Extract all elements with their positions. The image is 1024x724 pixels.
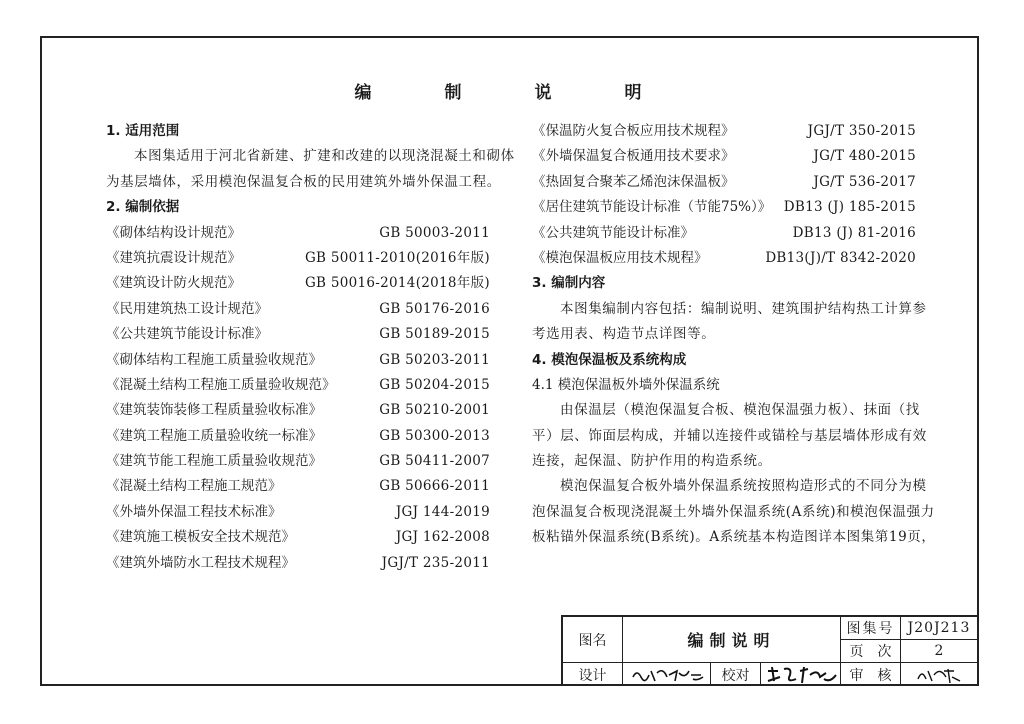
title-block [561, 615, 977, 684]
reference-title: 《居住建筑节能设计标准（节能75%）》 [532, 199, 772, 216]
left-column [106, 119, 515, 576]
reference-code: JGJ/T 235-2011 [381, 554, 490, 571]
reference-title: 《砌体结构设计规范》 [106, 224, 241, 241]
reference-item [106, 373, 490, 398]
reference-title: 《热固复合聚苯乙烯泡沫保温板》 [532, 173, 735, 190]
reference-code: GB 50204-2015 [379, 376, 490, 393]
reference-code: GB 50203-2011 [379, 351, 490, 368]
reference-item [106, 246, 490, 271]
reference-code: JGJ/T 350-2015 [807, 123, 916, 139]
reference-code: DB13(J)/T 8342-2020 [765, 249, 916, 266]
reference-list [532, 119, 916, 271]
reference-title: 《外墙保温复合板通用技术要求》 [532, 148, 735, 165]
reference-item [106, 322, 490, 347]
page-number: 2 [901, 640, 977, 663]
reference-code: GB 50016-2014(2018年版) [304, 275, 490, 292]
section-2-heading: 2. 编制依据 [106, 199, 180, 216]
reference-item [106, 297, 490, 322]
reference-title: 《建筑节能工程施工质量验收规范》 [106, 453, 322, 470]
reference-item [532, 119, 916, 144]
reference-title: 《建筑施工模板安全技术规范》 [106, 529, 295, 546]
reference-title: 《模泡保温板应用技术规程》 [532, 249, 708, 266]
reference-title: 《混凝土结构工程施工规范》 [106, 478, 282, 495]
section-4-1-paragraph-line: 泡保温复合板现浇混凝土外墙外保温系统(A系统)和模泡保温强力 [532, 503, 935, 520]
reference-title: 《公共建筑节能设计标准》 [106, 326, 268, 343]
reference-code: JGJ 144-2019 [395, 503, 490, 520]
page-title: 编 制 说 明 [354, 83, 670, 103]
reference-code: GB 50011-2010(2016年版) [304, 249, 490, 266]
reference-code: GB 50666-2011 [379, 478, 490, 495]
check-label: 校对 [711, 663, 761, 686]
reference-item [106, 474, 490, 499]
reference-code: GB 50189-2015 [379, 326, 490, 343]
reference-item [106, 500, 490, 525]
section-4-1-paragraph-line: 连接，起保温、防护作用的构造系统。 [532, 453, 772, 470]
reference-item [106, 551, 490, 576]
reference-item [106, 221, 490, 246]
reference-title: 《保温防火复合板应用技术规程》 [532, 123, 735, 139]
design-label: 设计 [563, 663, 623, 686]
reference-code: DB13 (J) 185-2015 [783, 199, 916, 216]
section-1-heading: 1. 适用范围 [106, 123, 180, 139]
reference-item [106, 271, 490, 296]
reference-title: 《建筑设计防火规范》 [106, 275, 241, 292]
reference-code: GB 50210-2001 [379, 402, 490, 419]
checker-signature [761, 663, 841, 686]
section-4-1-heading: 4.1 模泡保温板外墙外保温系统 [532, 376, 720, 393]
atlas-number: J20J213 [901, 617, 977, 640]
section-3-paragraph-line: 本图集编制内容包括：编制说明、建筑围护结构热工计算参 [560, 300, 927, 317]
designer-signature [623, 663, 711, 686]
reference-code: JGJ 162-2008 [395, 529, 490, 546]
section-4-1-paragraph-line: 由保温层（模泡保温复合板、模泡保温强力板）、抹面（找 [560, 402, 920, 419]
section-4-heading: 4. 模泡保温板及系统构成 [532, 351, 687, 368]
reference-title: 《外墙外保温工程技术标准》 [106, 503, 282, 520]
reference-item [532, 195, 916, 220]
reference-title: 《建筑工程施工质量验收统一标准》 [106, 427, 322, 444]
reference-title: 《建筑装饰装修工程质量验收标准》 [106, 402, 322, 419]
reference-title: 《民用建筑热工设计规范》 [106, 300, 268, 317]
review-label: 审 核 [841, 663, 901, 686]
drawing-name: 编制说明 [623, 617, 841, 663]
right-column [532, 119, 936, 551]
reference-item [106, 424, 490, 449]
reference-title: 《砌体结构工程施工质量验收规范》 [106, 351, 322, 368]
reference-code: GB 50176-2016 [379, 300, 490, 317]
reference-code: GB 50003-2011 [379, 224, 490, 241]
page-label: 页 次 [841, 640, 901, 663]
reference-item [532, 170, 916, 195]
reference-title: 《建筑抗震设计规范》 [106, 249, 241, 266]
section-4-1-paragraph-line: 板粘锚外保温系统(B系统)。A系统基本构造图详本图集第19页， [532, 529, 936, 546]
reference-item [532, 221, 916, 246]
reference-code: GB 50300-2013 [379, 427, 490, 444]
reference-code: JG/T 536-2017 [813, 173, 916, 190]
section-4-1-paragraph-line: 模泡保温复合板外墙外保温系统按照构造形式的不同分为模 [560, 478, 927, 495]
reference-code: JG/T 480-2015 [813, 148, 916, 165]
reference-code: GB 50411-2007 [379, 453, 490, 470]
atlas-number-label: 图集号 [841, 617, 901, 640]
reference-item [532, 144, 916, 169]
reference-title: 《公共建筑节能设计标准》 [532, 224, 694, 241]
reference-item [106, 525, 490, 550]
reference-list [106, 221, 490, 576]
reference-item [106, 348, 490, 373]
section-4-1-paragraph-line: 平）层、饰面层构成，并辅以连接件或锚栓与基层墙体形成有效 [532, 427, 927, 444]
section-1-paragraph-line: 为基层墙体，采用模泡保温复合板的民用建筑外墙外保温工程。 [106, 173, 501, 190]
section-3-paragraph-line: 考选用表、构造节点详图等。 [532, 326, 716, 343]
reference-item [106, 449, 490, 474]
section-3-heading: 3. 编制内容 [532, 275, 606, 292]
reference-title: 《混凝土结构工程施工质量验收规范》 [106, 376, 336, 393]
reference-item [532, 246, 916, 271]
reference-title: 《建筑外墙防水工程技术规程》 [106, 554, 295, 571]
drawing-name-label: 图名 [563, 617, 623, 663]
reviewer-signature [901, 663, 977, 686]
reference-code: DB13 (J) 81-2016 [792, 224, 916, 241]
reference-item [106, 398, 490, 423]
section-1-paragraph-line: 本图集适用于河北省新建、扩建和改建的以现浇混凝土和砌体 [134, 148, 515, 165]
